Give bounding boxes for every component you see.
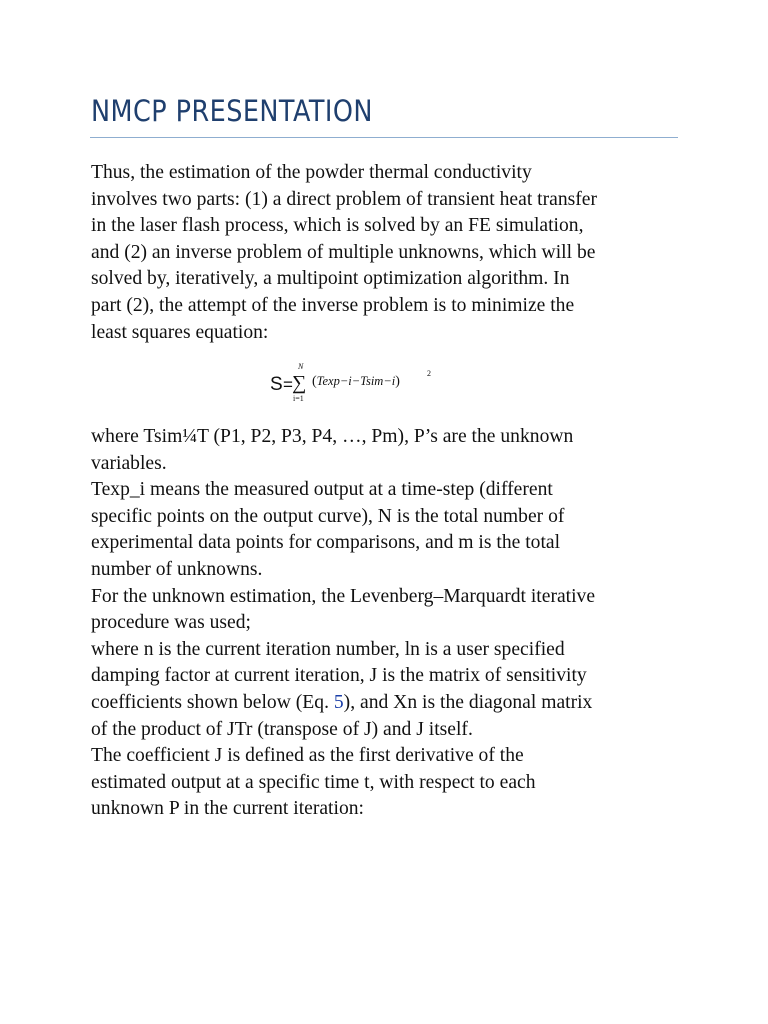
summation-symbol: ∑: [292, 372, 307, 394]
text-line: damping factor at current iteration, J is the matrix of sensitivity: [91, 665, 587, 687]
text-line: Texp_i means the measured output at a time-step (different: [91, 479, 553, 501]
text-line: least squares equation:: [91, 321, 269, 343]
text-line: For the unknown estimation, the Levenberg–Marquardt iterative: [91, 585, 596, 607]
document-title: NMCP PRESENTATION: [91, 94, 373, 128]
text-fragment: ), and Xn is the diagonal matrix: [343, 691, 593, 713]
text-line-with-equation-ref: [91, 690, 691, 717]
equation-reference-link[interactable]: 5: [333, 691, 344, 713]
paragraph-intro: [91, 160, 691, 346]
sum-lower-limit: i=1: [293, 394, 304, 403]
title-underline-rule: [90, 137, 678, 138]
text-line: solved by, iteratively, a multipoint optimization algorithm. In: [91, 268, 570, 290]
text-line: Thus, the estimation of the powder thermal conductivity: [91, 162, 532, 183]
text-line: and (2) an inverse problem of multiple unknowns, which will be: [91, 241, 596, 263]
sum-upper-limit: N: [298, 362, 304, 371]
text-fragment: coefficients shown below (Eq.: [91, 691, 334, 713]
text-line: experimental data points for comparisons, and m is the total: [91, 532, 561, 554]
equation-equals: =: [283, 375, 293, 394]
equation-exponent: 2: [427, 369, 431, 378]
text-line: specific points on the output curve), N is the total number of: [91, 505, 565, 527]
text-line: procedure was used;: [91, 612, 251, 634]
text-line: of the product of JTr (transpose of J) and J itself.: [91, 718, 473, 740]
text-line: estimated output at a specific time t, with respect to each: [91, 771, 536, 793]
open-paren: (: [312, 374, 317, 389]
close-paren: ): [395, 374, 400, 389]
text-line: involves two parts: (1) a direct problem of transient heat transfer: [91, 188, 598, 210]
text-line: where Tsim¼T (P1, P2, P3, P4, …, Pm), P’s are the unknown: [91, 426, 574, 447]
least-squares-equation: [270, 362, 450, 408]
text-line: The coefficient J is defined as the first derivative of the: [91, 745, 524, 767]
equation-lhs: S: [270, 374, 283, 395]
text-line: in the laser flash process, which is solved by an FE simulation,: [91, 215, 584, 237]
text-line: part (2), the attempt of the inverse problem is to minimize the: [91, 294, 575, 316]
text-line: unknown P in the current iteration:: [91, 798, 364, 820]
equation-term-text: Texp−i−Tsim−i: [316, 374, 396, 388]
text-line: where n is the current iteration number, ln is a user specified: [91, 638, 565, 660]
text-line: variables.: [91, 452, 167, 474]
text-line: number of unknowns.: [91, 558, 263, 580]
paragraph-explanation: [91, 424, 691, 823]
equation-term: [312, 374, 400, 390]
